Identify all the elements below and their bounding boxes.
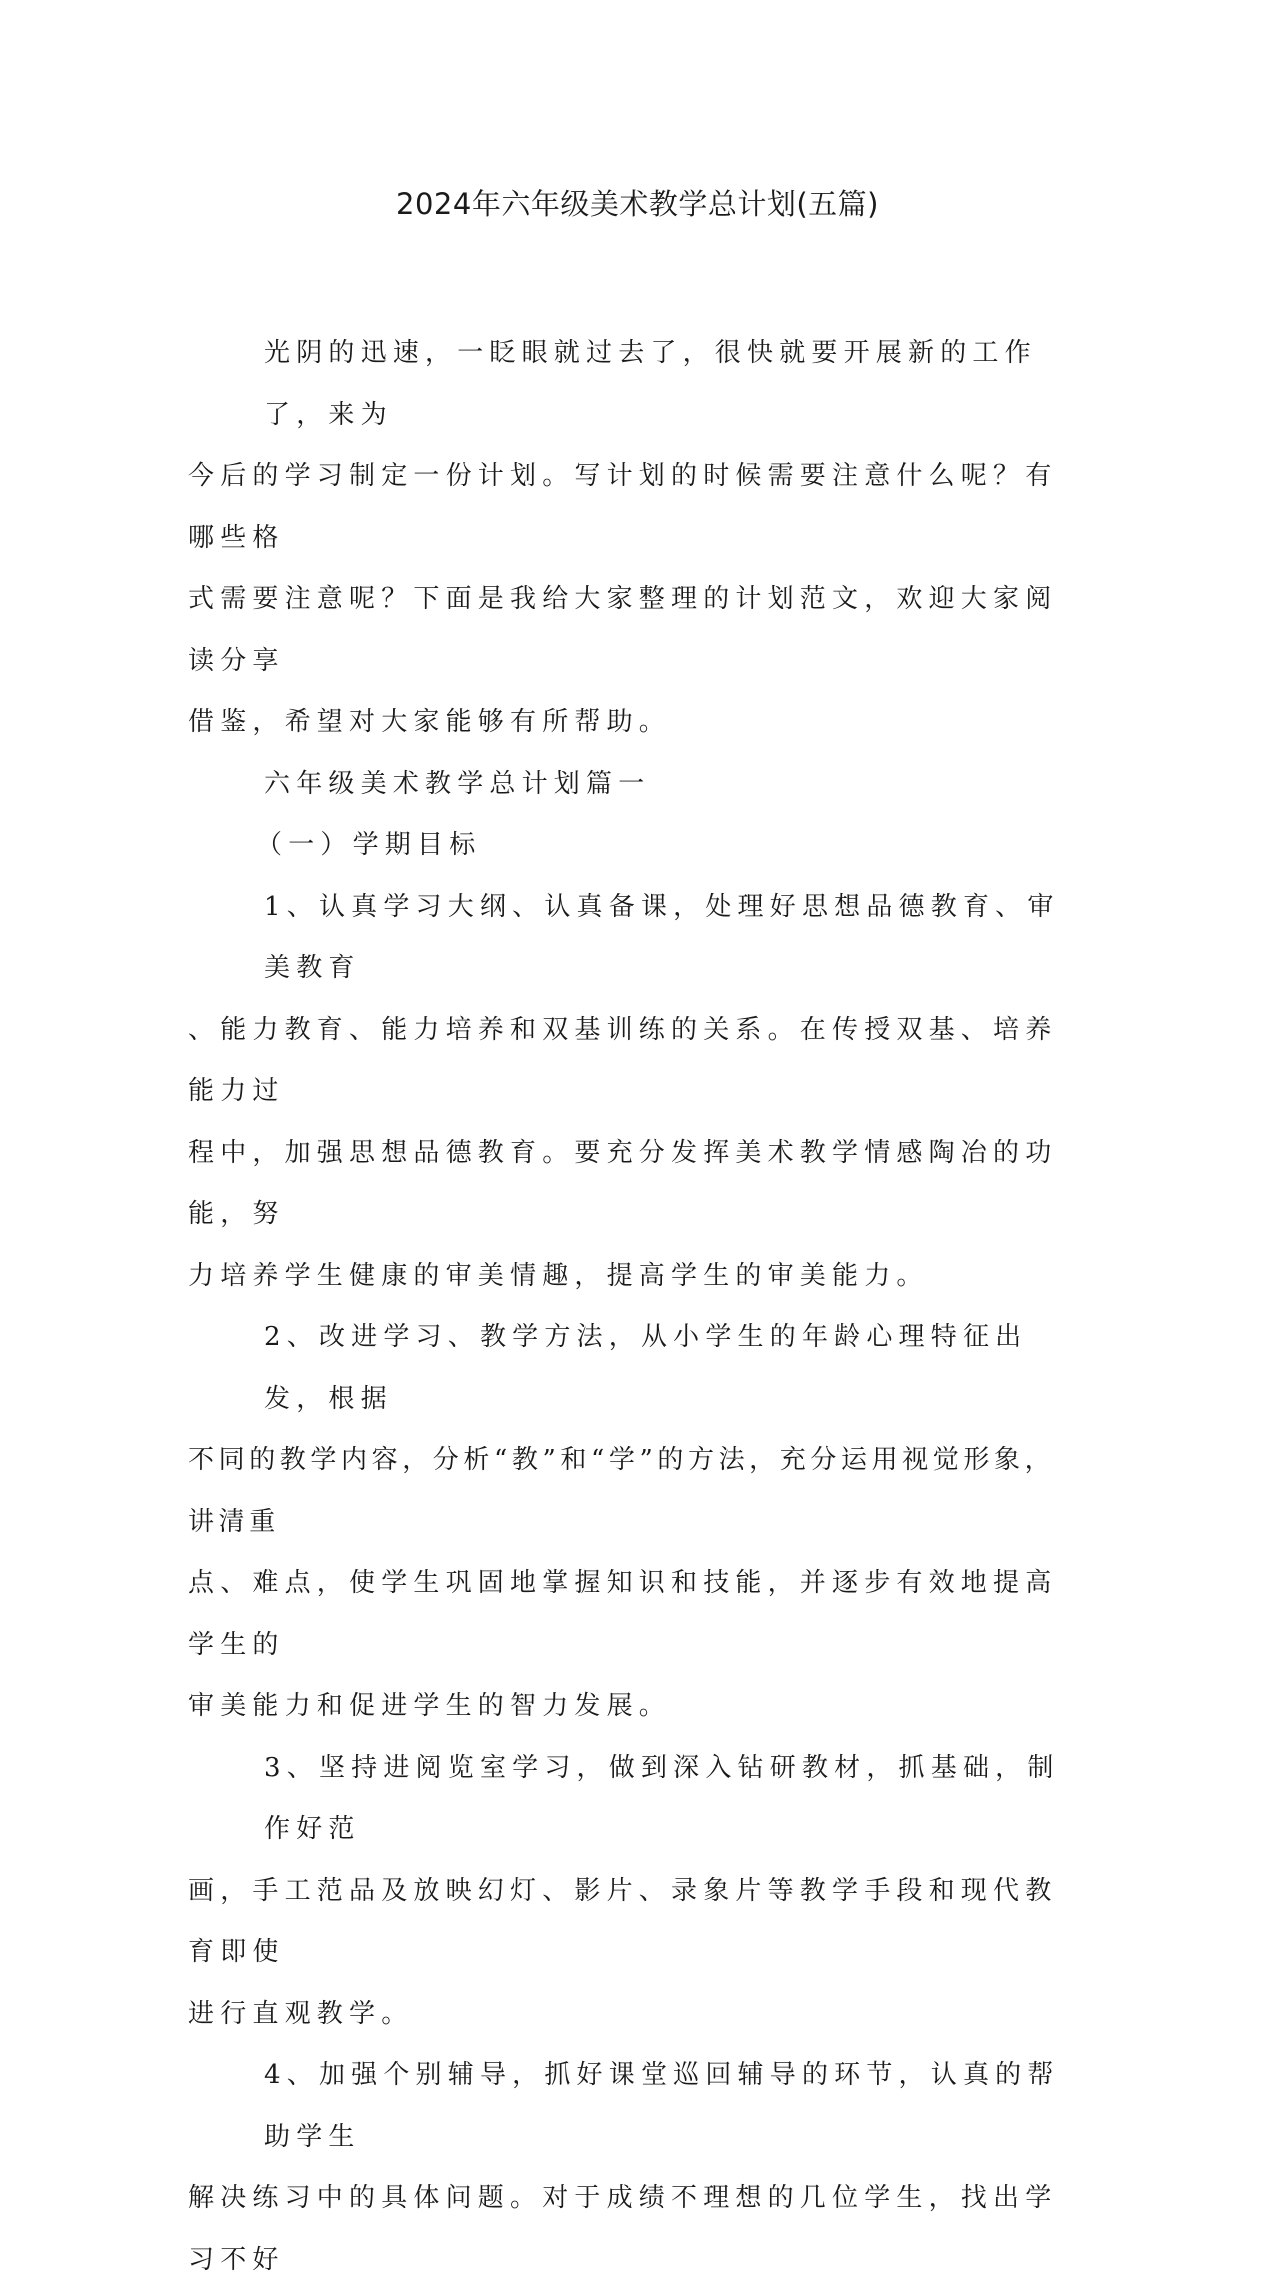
item-paragraph-4 <box>188 2045 1078 2291</box>
sub-heading-text: （一）学期目标 <box>256 830 482 860</box>
item-line: 1、认真学习大纲、认真备课，处理好思想品德教育、审美教育 <box>264 891 1060 983</box>
item-paragraph-3 <box>188 1738 1078 2046</box>
item-line: 解决练习中的具体问题。对于成绩不理想的几位学生，找出学习不好 <box>188 2183 1058 2275</box>
item-paragraph-1 <box>188 877 1078 1308</box>
intro-line: 借鉴，希望对大家能够有所帮助。 <box>188 707 672 737</box>
item-line: 审美能力和促进学生的智力发展。 <box>188 1691 672 1721</box>
item-line: 2、改进学习、教学方法，从小学生的年龄心理特征出发，根据 <box>264 1322 1028 1414</box>
item-paragraph-2 <box>188 1307 1078 1738</box>
item-line: 进行直观教学。 <box>188 1998 414 2029</box>
item-line: 3、坚持进阅览室学习，做到深入钻研教材，抓基础，制作好范 <box>264 1752 1060 1844</box>
document-body <box>188 323 1078 2291</box>
document-title: 2024年六年级美术教学总计划(五篇) <box>396 187 879 221</box>
section-heading-text: 六年级美术教学总计划篇一 <box>264 768 651 799</box>
item-line: 4、加强个别辅导，抓好课堂巡回辅导的环节，认真的帮助学生 <box>264 2060 1060 2152</box>
intro-line: 式需要注意呢？下面是我给大家整理的计划范文，欢迎大家阅读分享 <box>188 584 1058 676</box>
item-line: 不同的教学内容，分析“教”和“学”的方法，充分运用视觉形象，讲清重 <box>188 1445 1056 1537</box>
item-line: 程中，加强思想品德教育。要充分发挥美术教学情感陶冶的功能，努 <box>188 1137 1058 1229</box>
item-line: 点、难点，使学生巩固地掌握知识和技能，并逐步有效地提高学生的 <box>188 1568 1058 1660</box>
item-line: 、能力教育、能力培养和双基训练的关系。在传授双基、培养能力过 <box>188 1014 1058 1106</box>
item-line: 画，手工范品及放映幻灯、影片、录象片等教学手段和现代教育即使 <box>188 1875 1058 1967</box>
intro-line: 今后的学习制定一份计划。写计划的时候需要注意什么呢？有哪些格 <box>188 461 1058 553</box>
intro-line: 光阴的迅速，一眨眼就过去了，很快就要开展新的工作了，来为 <box>264 338 1037 430</box>
item-line: 力培养学生健康的审美情趣，提高学生的审美能力。 <box>188 1260 929 1291</box>
section-heading <box>188 754 1078 816</box>
intro-paragraph <box>188 323 1078 754</box>
sub-heading <box>188 815 1078 877</box>
